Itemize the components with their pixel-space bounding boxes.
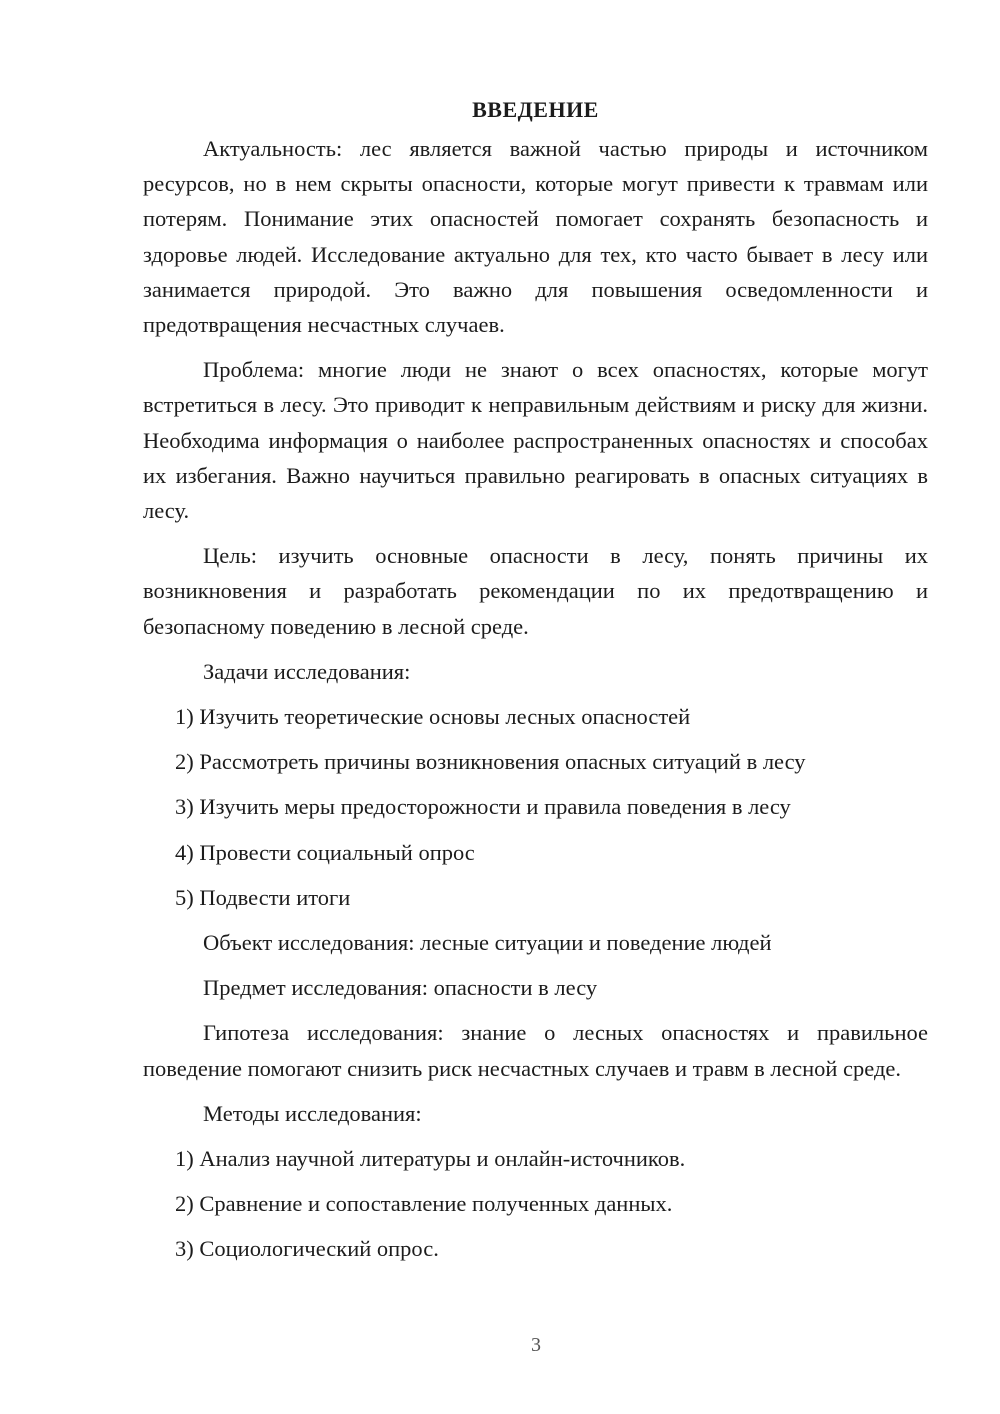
tasks-heading: Задачи исследования: bbox=[203, 658, 411, 684]
task-item-5: 5) Подвести итоги bbox=[175, 884, 351, 910]
tasks-list bbox=[143, 699, 928, 915]
relevance-paragraph: Актуальность: лес является важной частью природы и источником ресурсов, но в нем скрыты опасности, которые могут привести к травмам или потерям. Понимание этих опасностей помогает сохранять безопасность и здоровье людей. Исследование актуально для тех, кто часто бывает в лесу или занимается природой. Это важно для повышения осведомленности и предотвращения несчастных случаев. bbox=[143, 136, 928, 338]
task-item-3: 3) Изучить меры предосторожности и правила поведения в лесу bbox=[175, 794, 791, 820]
subject-paragraph: Предмет исследования: опасности в лесу bbox=[203, 975, 598, 1001]
page-number: 3 bbox=[531, 1334, 541, 1356]
hypothesis-paragraph: Гипотеза исследования: знание о лесных опасностях и правильное поведение помогают снизить риск несчастных случаев и травм в лесной среде. bbox=[143, 1020, 928, 1081]
task-item-4: 4) Провести социальный опрос bbox=[175, 839, 475, 865]
methods-heading: Методы исследования: bbox=[203, 1100, 422, 1126]
method-item-3: 3) Социологический опрос. bbox=[175, 1236, 439, 1262]
method-item-2: 2) Сравнение и сопоставление полученных данных. bbox=[175, 1191, 673, 1217]
task-item-1: 1) Изучить теоретические основы лесных опасностей bbox=[175, 704, 691, 730]
goal-paragraph: Цель: изучить основные опасности в лесу, понять причины их возникновения и разработать рекомендации по их предотвращению и безопасному поведению в лесной среде. bbox=[143, 543, 928, 639]
methods-list bbox=[143, 1141, 928, 1267]
method-item-1: 1) Анализ научной литературы и онлайн-источников. bbox=[175, 1146, 686, 1172]
section-title: ВВЕДЕНИЕ bbox=[472, 97, 599, 122]
page-content bbox=[143, 92, 928, 1277]
problem-paragraph: Проблема: многие люди не знают о всех опасностях, которые могут встретиться в лесу. Это приводит к неправильным действиям и риску для жизни. Необходима информация о наиболее распространенных опасностях и способах их избегания. Важно научиться правильно реагировать в опасных ситуациях в лесу. bbox=[143, 357, 928, 524]
task-item-2: 2) Рассмотреть причины возникновения опасных ситуаций в лесу bbox=[175, 749, 806, 775]
object-paragraph: Объект исследования: лесные ситуации и поведение людей bbox=[203, 930, 772, 956]
